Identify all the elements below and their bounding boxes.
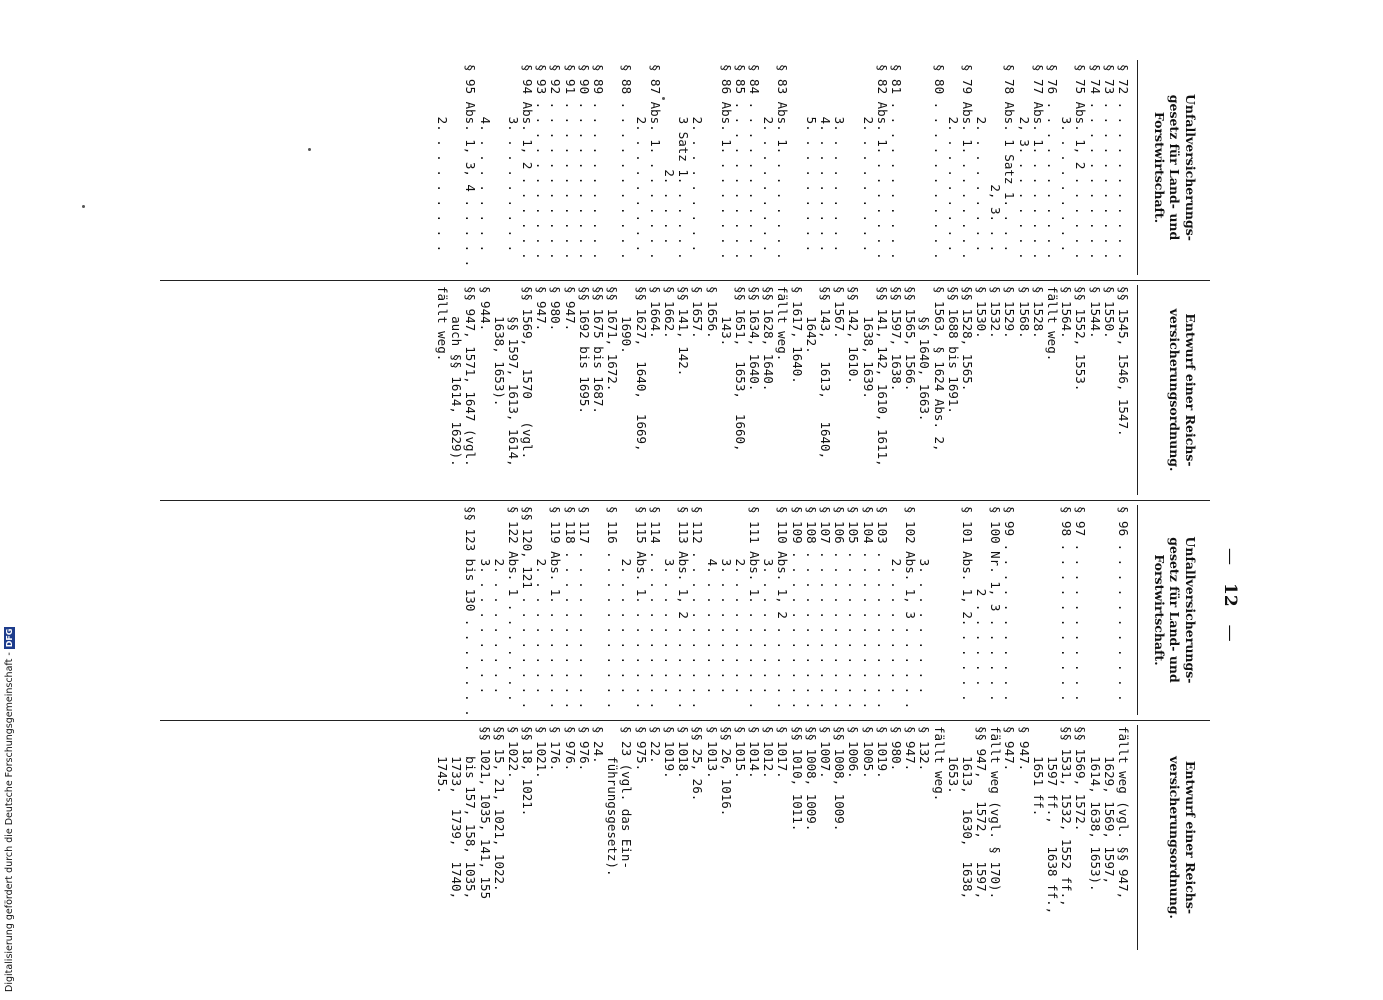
table-line: § 1018.	[676, 726, 692, 779]
table-line: § 82 Abs. 1. . . . . . . .	[874, 64, 890, 260]
table-line: §§ 1597, 1638.	[889, 286, 904, 392]
table-line: § 88 . . . . . . . . . . .	[619, 64, 635, 260]
table-line: 1613, 1630, 1638,	[959, 726, 975, 900]
table-line: 3. . . . . . . . .	[662, 506, 677, 695]
table-line: §§ 1565, 1566.	[903, 286, 919, 392]
table-line: 3. . . . . . . . .	[832, 64, 848, 253]
table-line: § 112 . . . . . . . . . . .	[690, 506, 706, 710]
table-line: 2 . . . . . .	[974, 506, 990, 687]
table-line: § 1530.	[974, 286, 990, 339]
table-line: § 87 Abs. 1. . . . . . . .	[647, 64, 663, 260]
table-line: § 1022.	[505, 726, 521, 779]
table-line: 1653.	[945, 726, 961, 794]
table-line: § 947.	[1002, 726, 1018, 772]
table-line: 3. . . . . . . . .	[477, 506, 493, 695]
table-line: § 86 Abs. 1. . . . . . . .	[718, 64, 734, 260]
table-line: § 98 . . . . . . . . . . .	[1059, 506, 1075, 702]
table-line: §§ 1528, 1565.	[959, 286, 975, 392]
table-line: 1642.	[803, 286, 819, 354]
table-line: 1638, 1639.	[860, 286, 876, 399]
table-line: § 94 Abs. 1, 2 . . . . . .	[520, 64, 536, 260]
table-line: 1597 ff., 1638 ff.,	[1045, 726, 1061, 915]
table-line: auch §§ 1614, 1629).	[449, 286, 465, 467]
table-line: §§ 1634, 1640.	[747, 286, 763, 392]
table-line: § 980.	[889, 726, 904, 772]
table-line: § 1657.	[690, 286, 706, 339]
table-line: § 90 . . . . . . . . . . .	[576, 64, 592, 260]
table-line: § 1014.	[747, 726, 763, 779]
table-line: §§ 1552, 1553.	[1073, 286, 1089, 392]
table-line: § 114 . . . . . . . . . . .	[647, 506, 663, 710]
table-line: § 1019.	[662, 726, 677, 779]
table-line: 1733, 1739, 1740,	[449, 726, 465, 900]
table-line: 1629, 1569, 1597,	[1101, 726, 1117, 885]
table-line: § 1015.	[732, 726, 748, 779]
table-line: § 944.	[477, 286, 493, 332]
table-line: § 947.	[1016, 726, 1032, 772]
table-line: 2. . . . . . . . .	[860, 64, 876, 253]
table-line: §§ 1627, 1640, 1669,	[633, 286, 649, 452]
table-line	[1017, 506, 1031, 716]
table-line: § 102 Abs. 1, 3 . . . . . .	[903, 506, 919, 710]
table-line: §§ 1651, 1653, 1660,	[732, 286, 748, 452]
table-line: § 947.	[562, 286, 578, 332]
header-left-statute: Unfallversicherungs- gesetz für Land- und Forstwirtschaft.	[1137, 60, 1200, 275]
table-line: 2. . . . . . . . .	[619, 506, 635, 695]
table-line: 3. . . . . . . . .	[761, 506, 777, 695]
digitization-footer	[3, 0, 17, 1000]
table-line: § 22.	[647, 726, 663, 764]
table-line: §§ 141, 142, 1610, 1611,	[874, 286, 890, 467]
table-line: 3. . . . . . . . .	[718, 506, 734, 695]
table-line: § 115 Abs. 1. . . . . . . .	[633, 506, 649, 710]
table-line: 1638, 1653).	[491, 286, 507, 407]
table-line: 2. . . . . . . . .	[435, 64, 450, 253]
table-line: § 976.	[576, 726, 592, 772]
table-line	[605, 64, 619, 276]
table-line: 3. . . . . . . . .	[917, 506, 933, 695]
table-line: §§ 1628, 1640.	[761, 286, 777, 392]
table-line: 2, 3. . . . . . . .	[1016, 64, 1032, 260]
table-line: fällt weg (vgl. § 170).	[988, 726, 1004, 900]
table-line: führungsgesetz).	[605, 726, 621, 877]
table-line: §§ 142, 1610.	[846, 286, 862, 384]
table-line: § 1007.	[818, 726, 834, 779]
table-line	[931, 506, 945, 716]
table-line: 4. . . . . . . . .	[818, 64, 834, 253]
table-line: § 1021.	[534, 726, 550, 779]
table-line: § 947.	[903, 726, 919, 772]
table-line: 2. . . . . . . . .	[945, 64, 961, 253]
table-line: § 77 Abs. 1. . . . . . . .	[1030, 64, 1046, 260]
table-line: § 80 . . . . . . . . . . .	[931, 64, 947, 260]
table-line: § 23 (vgl. das Ein-	[619, 726, 635, 869]
table-line: §§ 1692 bis 1695.	[576, 286, 592, 414]
table-line: § 111 Abs. 1. . . . . . . .	[747, 506, 763, 710]
table-line: § 1013.	[704, 726, 720, 779]
table-line: §§ 1531, 1532, 1552 ff.,	[1059, 726, 1075, 907]
table-line: bis 157, 158, 1035,	[463, 726, 479, 900]
table-line: § 91 . . . . . . . . . . .	[562, 64, 578, 260]
table-line: §§ 1008, 1009.	[803, 726, 819, 832]
table-line: § 73 . . . . . . . . . . .	[1101, 64, 1117, 260]
table-line: 2. . . . . . . . .	[889, 506, 904, 695]
table-line: §§ 1021, 1035, 141, 155	[477, 726, 493, 900]
table-line: 5. . . . . . . . .	[803, 64, 819, 253]
table-line: § 1005.	[860, 726, 876, 779]
table-line	[1045, 506, 1059, 716]
table-line: 1745.	[435, 726, 450, 794]
table-line: 2. . . . . . . . .	[633, 64, 649, 253]
table-line: 2. . . . . . . . .	[761, 64, 777, 253]
table-line: fällt weg.	[435, 286, 450, 362]
table-line: § 79 Abs. 1. . . . . . . .	[959, 64, 975, 260]
table-line: § 74 . . . . . . . . . . .	[1087, 64, 1103, 260]
table-line	[492, 64, 506, 276]
table-line: § 95 Abs. 1, 3, 4 . . . . .	[463, 64, 479, 268]
table-line: § 104 . . . . . . . . . . .	[860, 506, 876, 710]
table-line: § 24.	[591, 726, 607, 764]
table-line: § 89 . . . . . . . . . . .	[591, 64, 607, 260]
rotated-table-page	[160, 60, 1240, 960]
table-line: §§ 1688 bis 1691.	[945, 286, 961, 414]
table-line: § 109 . . . . . . . . . . .	[789, 506, 805, 710]
table-line: § 96 . . . . . . . . . . .	[1116, 506, 1131, 702]
table-line	[1087, 506, 1101, 716]
table-line: §§ 18, 1021.	[520, 726, 536, 817]
table-line	[449, 64, 463, 276]
table-line: § 976.	[562, 726, 578, 772]
table-line: fällt weg.	[775, 286, 791, 362]
table-line: § 1563, § 1624 Abs. 2,	[931, 286, 947, 452]
table-line: § 99 . . . . . . . . . . .	[1002, 506, 1018, 702]
table-line: 3. . . . . . . . .	[1059, 64, 1075, 253]
table-line: 3. . . . . . . . .	[505, 64, 521, 253]
table-line: 2. . . . . . . . .	[732, 506, 748, 695]
table-line: § 975.	[633, 726, 649, 772]
table-line: § 101 Abs. 1, 2. . . . . .	[959, 506, 975, 702]
table-line: §§ 141, 142.	[676, 286, 692, 377]
column-divider	[160, 720, 1210, 721]
table-line: 2. . . . . . . . .	[534, 506, 550, 695]
table-line: 1614, 1638, 1653).	[1087, 726, 1103, 892]
table-line: § 81 . . . . . . . . . . .	[889, 64, 904, 260]
table-line: § 107 . . . . . . . . . . .	[818, 506, 834, 710]
table-line: 4. . . . . . . . .	[477, 64, 493, 253]
table-line	[1102, 506, 1116, 716]
table-line	[704, 64, 718, 276]
table-line: §§ 26, 1016.	[718, 726, 734, 817]
table-line: §§ 120, 121 . . . . . . . .	[520, 506, 536, 710]
table-line: § 176.	[548, 726, 564, 772]
table-line: § 1550.	[1101, 286, 1117, 339]
table-line: §§ 25, 26.	[690, 726, 706, 802]
dfg-logo: DFG	[5, 628, 14, 648]
table-line: § 97 . . . . . . . . . . .	[1073, 506, 1089, 702]
table-line: 3 Satz 1. . . . . .	[676, 64, 692, 260]
page-number: 12	[1220, 583, 1240, 607]
table-line: § 83 Abs. 1. . . . . . . .	[775, 64, 791, 260]
table-line: §§ 143, 1613, 1640,	[818, 286, 834, 460]
scan-speck	[82, 205, 85, 208]
table-line: § 980.	[548, 286, 564, 332]
table-line: § 78 Abs. 1 Satz 1. . . .	[1002, 64, 1018, 253]
table-line: 143.	[718, 286, 734, 347]
table-line: § 106 . . . . . . . . . . .	[832, 506, 848, 710]
table-line: 2. . . . .	[662, 64, 677, 245]
table-line: fällt weg.	[1045, 286, 1061, 362]
table-line: § 132.	[917, 726, 933, 772]
table-line: § 105 . . . . . . . . . . .	[846, 506, 862, 710]
table-line: 2, 3. . .	[988, 64, 1004, 253]
table-line	[591, 506, 605, 716]
table-line: § 117 . . . . . . . . . . .	[576, 506, 592, 710]
column-right-draft	[435, 726, 1130, 954]
table-line: 2. . . . . . . . .	[974, 64, 990, 253]
table-line: §§ 1008, 1009.	[832, 726, 848, 832]
table-line: § 84 . . . . . . . . . . .	[747, 64, 763, 260]
table-line: 1651 ff.	[1030, 726, 1046, 817]
table-line: § 76 . . . . . . . . . . .	[1045, 64, 1061, 260]
table-line: § 1568.	[1016, 286, 1032, 339]
table-line: 1690.	[619, 286, 635, 354]
table-line: § 1528.	[1030, 286, 1046, 339]
table-line: § 1564.	[1059, 286, 1075, 339]
table-line: § 108 . . . . . . . . . . .	[803, 506, 819, 710]
table-line	[903, 64, 917, 276]
table-line: §§ 123 bis 130 . . . . . . .	[463, 506, 479, 717]
table-line: fällt weg (vgl. §§ 947,	[1116, 726, 1131, 900]
table-line: §§ 1569, 1570 (vgl.	[520, 286, 536, 460]
table-line: §§ 1010, 1011.	[789, 726, 805, 832]
table-line: § 1529.	[1002, 286, 1018, 339]
table-line: § 118 . . . . . . . . . . .	[562, 506, 578, 710]
table-line: § 1617, 1640.	[789, 286, 805, 384]
table-line: § 93 . . . . . . . . . . .	[534, 64, 550, 260]
table-line: §§ 1671, 1672.	[605, 286, 621, 392]
table-line	[946, 506, 960, 716]
table-line: § 92 . . . . . . . . . . .	[548, 64, 564, 260]
table-line: § 1664.	[647, 286, 663, 339]
table-line: §§ 947, 1572, 1597,	[974, 726, 990, 900]
table-line: § 100 Nr. 1, 3 . . . . . .	[988, 506, 1004, 702]
table-line: 2. . . . . . . . .	[491, 506, 507, 695]
table-line: § 75 Abs. 1, 2 . . . . . .	[1073, 64, 1089, 260]
table-line: §§ 1545, 1546, 1547.	[1116, 286, 1131, 437]
column-left-draft	[435, 286, 1130, 496]
header-right-draft: Entwurf einer Reichs- versicherungsordnung.	[1137, 725, 1200, 950]
table-line: §§ 1569, 1572.	[1073, 726, 1089, 832]
table-line	[1031, 506, 1045, 716]
table-line	[846, 64, 860, 276]
table-line: § 1017.	[775, 726, 791, 779]
table-line: § 116 . . . . . . . . . . .	[605, 506, 621, 710]
table-line: § 113 Abs. 1, 2 . . . . . .	[676, 506, 692, 710]
header-left-draft: Entwurf einer Reichs- versicherungsordnung.	[1137, 285, 1200, 495]
table-line: §§ 1640, 1663.	[917, 286, 933, 422]
table-line: § 1012.	[761, 726, 777, 779]
table-line: § 1532.	[988, 286, 1004, 339]
table-line: § 122 Abs. 1 . . . . . . .	[505, 506, 521, 702]
table-line: § 85 . . . . . . . . . . .	[732, 64, 748, 260]
table-line	[917, 64, 931, 276]
footer-text: Digitalisierung gefördert durch die Deutsche Forschungsgemeinschaft -	[4, 652, 15, 992]
table-line: § 1544.	[1087, 286, 1103, 339]
table-line: § 110 Abs. 1, 2 . . . . . .	[775, 506, 791, 710]
table-line: § 1662.	[662, 286, 677, 339]
table-line: § 1656.	[704, 286, 720, 339]
table-line: 2. . . . . . . . .	[690, 64, 706, 253]
table-line	[790, 64, 804, 276]
table-line: fällt weg.	[931, 726, 947, 802]
table-line: §§ 947, 1571, 1647 (vgl.	[463, 286, 479, 467]
table-line: § 119 Abs. 1. . . . . . . .	[548, 506, 564, 710]
column-divider-center	[160, 500, 1210, 501]
header-right-statute: Unfallversicherungs- gesetz für Land- und Forstwirtschaft.	[1137, 505, 1200, 715]
table-line: §§ 15, 21, 1021, 1022.	[491, 726, 507, 892]
table-line: § 1567.	[832, 286, 848, 339]
column-right-statute	[463, 506, 1130, 716]
table-line: §§ 1675 bis 1687.	[591, 286, 607, 414]
column-divider	[160, 280, 1210, 281]
table-line: §§ 1597, 1613, 1614,	[505, 286, 521, 467]
table-line: 4. . . . . . . . .	[704, 506, 720, 695]
table-line: § 72 . . . . . . . . . . .	[1116, 64, 1131, 260]
table-line: § 103 . . . . . . . . . . .	[874, 506, 890, 710]
column-left-statute	[435, 64, 1130, 276]
table-line: § 947.	[534, 286, 550, 332]
page-number-line: —12—	[1220, 548, 1240, 642]
table-line: § 1006.	[846, 726, 862, 779]
table-line: § 1019.	[874, 726, 890, 779]
